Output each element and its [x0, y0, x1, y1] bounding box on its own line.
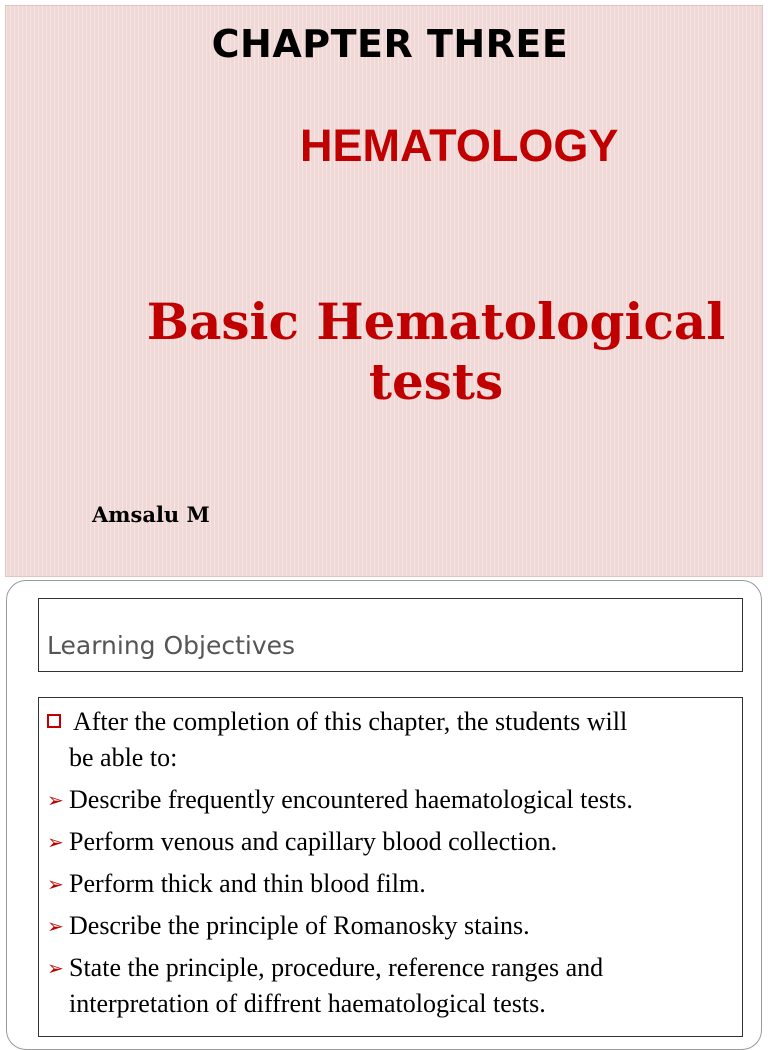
intro-line-2: be able to:: [69, 743, 178, 772]
arrow-right-icon: ➢: [47, 956, 64, 980]
intro-text: [47, 704, 737, 776]
objective-text: Perform venous and capillary blood collection.: [69, 827, 558, 856]
list-item: [47, 782, 737, 818]
hollow-square-icon: [47, 714, 61, 728]
objectives-content-box: [38, 697, 743, 1037]
chapter-heading: CHAPTER THREE: [211, 22, 569, 66]
list-item: [47, 950, 737, 1022]
objectives-heading: Learning Objectives: [47, 631, 296, 660]
objective-text: State the principle, procedure, reference ranges and interpretation of diffrent haematological tests.: [69, 953, 604, 1018]
arrow-right-icon: ➢: [47, 788, 64, 812]
objective-text: Describe the principle of Romanosky stains.: [69, 911, 530, 940]
title-slide: [6, 6, 762, 576]
list-item: [47, 824, 737, 860]
arrow-right-icon: ➢: [47, 872, 64, 896]
subject-heading: HEMATOLOGY: [300, 120, 619, 171]
list-item: [47, 908, 737, 944]
slide-title-line-2: tests: [368, 352, 504, 411]
slide-title-line-1: Basic Hematological: [146, 292, 726, 351]
objective-text: Describe frequently encountered haematological tests.: [69, 785, 633, 814]
slide-title: [106, 292, 766, 412]
author-name: Amsalu M: [92, 502, 210, 527]
arrow-right-icon: ➢: [47, 830, 64, 854]
objectives-list: [47, 782, 737, 1028]
arrow-right-icon: ➢: [47, 914, 64, 938]
objective-text: Perform thick and thin blood film.: [69, 869, 426, 898]
list-item: [47, 866, 737, 902]
objectives-heading-box: [38, 598, 743, 672]
intro-line-1: After the completion of this chapter, the students will: [73, 707, 628, 736]
